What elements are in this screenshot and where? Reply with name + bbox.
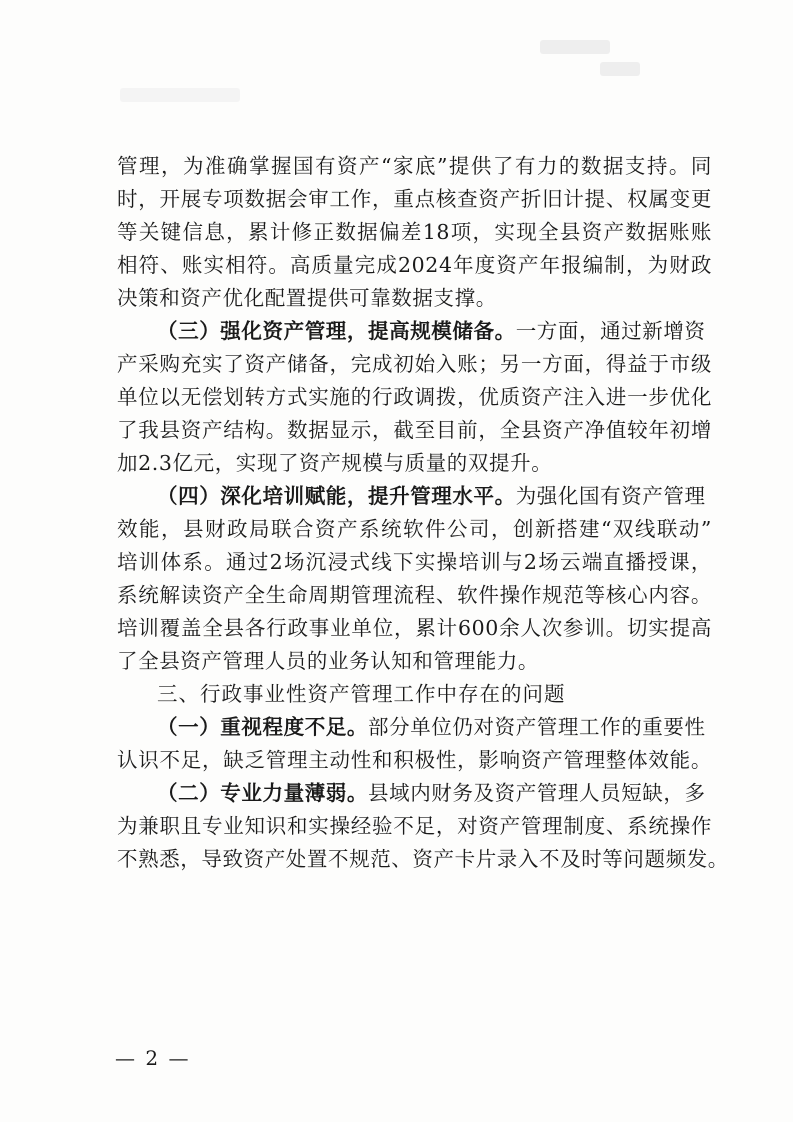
text-line: 单位以无偿划转方式实施的行政调拨，优质资产注入进一步优化 <box>117 385 712 409</box>
text-line: 决策和资产优化配置提供可靠数据支撑。 <box>117 286 497 310</box>
subsection-heading: （四）深化培训赋能，提升管理水平。 <box>157 484 516 508</box>
text-line: 认识不足，缺乏管理主动性和积极性，影响资产管理整体效能。 <box>117 748 712 772</box>
text-line: 效能，县财政局联合资产系统软件公司，创新搭建“双线联动” <box>117 517 712 541</box>
text-line: 了全县资产管理人员的业务认知和管理能力。 <box>117 649 539 673</box>
text-line: 不熟悉，导致资产处置不规范、资产卡片录入不及时等问题频发。 <box>117 847 729 871</box>
text-line: 加2.3亿元，实现了资产规模与质量的双提升。 <box>117 451 553 475</box>
section-heading: 三、行政事业性资产管理工作中存在的问题 <box>157 682 566 706</box>
text-line: 了我县资产结构。数据显示，截至目前，全县资产净值较年初增 <box>117 418 712 442</box>
paragraph-first-line <box>117 777 712 810</box>
text-line: 县域内财务及资产管理人员短缺，多 <box>368 781 706 805</box>
text-line: 培训体系。通过2场沉浸式线下实操培训与2场云端直播授课， <box>117 550 712 574</box>
text-line: 为强化国有资产管理 <box>515 484 706 508</box>
page-number: — 2 — <box>115 1046 191 1070</box>
paragraph-first-line <box>117 315 712 348</box>
text-line: 管理，为准确掌握国有资产“家底”提供了有力的数据支持。同 <box>117 154 712 178</box>
text-line: 产采购充实了资产储备，完成初始入账；另一方面，得益于市级 <box>117 352 712 376</box>
text-line: 等关键信息，累计修正数据偏差18项，实现全县资产数据账账 <box>117 220 712 244</box>
subsection-heading: （三）强化资产管理，提高规模储备。 <box>157 319 516 343</box>
text-line: 系统解读资产全生命周期管理流程、软件操作规范等核心内容。 <box>117 583 712 607</box>
text-line: 时，开展专项数据会审工作，重点核查资产折旧计提、权属变更 <box>117 187 712 211</box>
text-line: 部分单位仍对资产管理工作的重要性 <box>368 715 706 739</box>
paragraph-first-line <box>117 480 712 513</box>
text-line: 培训覆盖全县各行政事业单位，累计600余人次参训。切实提高 <box>117 616 712 640</box>
subsection-heading: （一）重视程度不足。 <box>157 715 368 739</box>
text-line: 为兼职且专业知识和实操经验不足，对资产管理制度、系统操作 <box>117 814 712 838</box>
bleed-through-text <box>0 0 793 110</box>
body-text <box>117 150 729 876</box>
text-line: 相符、账实相符。高质量完成2024年度资产年报编制，为财政 <box>117 253 712 277</box>
text-line: 一方面，通过新增资 <box>515 319 706 343</box>
paragraph-first-line <box>117 711 712 744</box>
subsection-heading: （二）专业力量薄弱。 <box>157 781 368 805</box>
